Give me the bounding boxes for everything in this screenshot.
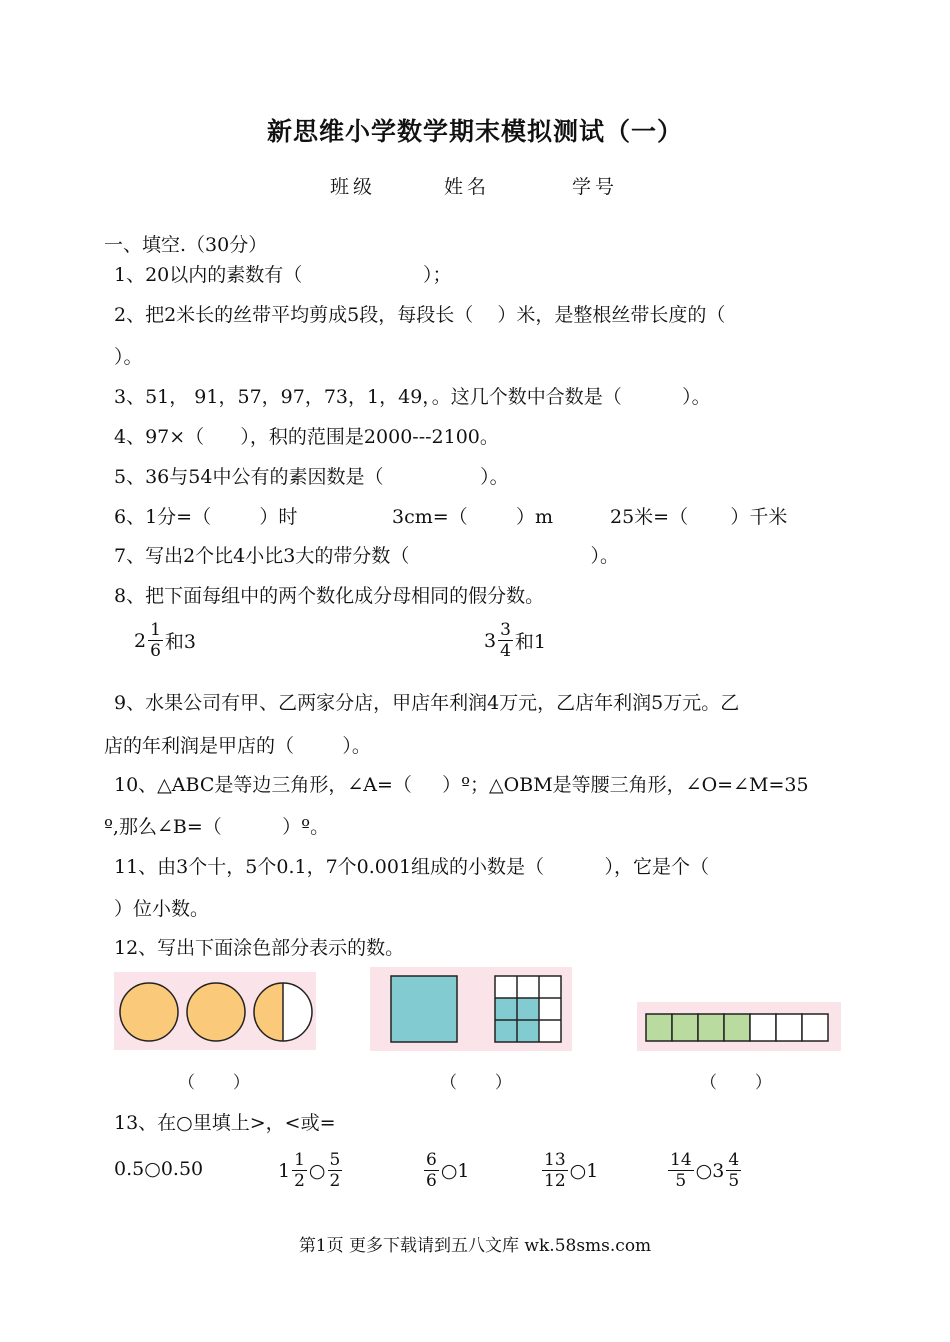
q8-item-2-fraction [498, 620, 513, 661]
compare-2-right-den: 2 [329, 1171, 341, 1191]
bar-svg [637, 1002, 841, 1051]
question-5: 5、36与54中公有的素因数是（ ）。 [114, 466, 509, 488]
class-label: 班级 [330, 176, 377, 198]
circles-svg [114, 972, 316, 1050]
shaded-half-circle [254, 983, 283, 1041]
compare-5-right-num: 4 [728, 1150, 740, 1170]
question-11-line2: ）位小数。 [114, 898, 210, 920]
answer-blank-2: （ ） [440, 1073, 512, 1093]
compare-3-right: 1 [457, 1159, 470, 1182]
compare-4-circle: ○ [569, 1159, 587, 1182]
question-9-line1: 9、水果公司有甲、乙两家分店，甲店年利润4万元，乙店年利润5万元。乙 [114, 692, 740, 714]
shaded-circle-2 [187, 983, 245, 1041]
compare-3-circle: ○ [440, 1159, 458, 1182]
question-4: 4、97×（ ），积的范围是2000---2100。 [114, 426, 499, 448]
answer-blank-1: （ ） [178, 1073, 250, 1093]
bar-cells [646, 1014, 828, 1041]
compare-5-circle: ○ [695, 1159, 713, 1182]
squares-svg [370, 967, 572, 1051]
q8-item-1-whole: 2 [134, 629, 147, 652]
compare-2-left-whole: 1 [278, 1159, 291, 1182]
q8-item-1-fraction [148, 620, 163, 661]
circles-figure [114, 972, 316, 1050]
squares-figure [370, 967, 572, 1051]
question-6b: 3cm=（ ）m [392, 506, 553, 528]
compare-5-left-fraction [668, 1150, 694, 1191]
question-1: 1、20以内的素数有（ ）； [114, 264, 452, 286]
name-label: 姓名 [444, 176, 491, 198]
compare-item-2 [278, 1150, 344, 1191]
compare-5-right-whole: 3 [712, 1159, 725, 1182]
number-label: 学号 [572, 176, 619, 198]
compare-4-left-fraction [542, 1150, 568, 1191]
section-heading: 一、填空.（30分） [104, 234, 268, 256]
shaded-square [391, 976, 457, 1042]
compare-5-right-den: 5 [728, 1171, 740, 1191]
compare-3-left-num: 6 [426, 1150, 437, 1170]
q8-item-1-num: 1 [150, 620, 161, 640]
compare-5-left-num: 14 [670, 1150, 692, 1170]
compare-3-left-den: 6 [426, 1171, 437, 1191]
compare-item-1 [114, 1158, 203, 1180]
question-2-line2: ）。 [114, 346, 143, 368]
question-6a: 6、1分=（ ）时 [114, 506, 298, 528]
compare-4-left-den: 12 [544, 1171, 566, 1191]
question-3: 3、51， 91，57，97，73，1，49，。这几个数中合数是（ ）。 [114, 386, 711, 408]
compare-1-left: 0.5 [114, 1158, 145, 1180]
compare-item-4 [540, 1150, 598, 1191]
question-12: 12、写出下面涂色部分表示的数。 [114, 937, 405, 959]
q8-item-1-den: 6 [150, 641, 161, 661]
question-7: 7、写出2个比4小比3大的带分数（ ）。 [114, 545, 620, 567]
question-13: 13、在○里填上>，<或= [114, 1112, 336, 1134]
question-8: 8、把下面每组中的两个数化成分母相同的假分数。 [114, 585, 545, 607]
q8-item-1-tail: 和3 [164, 631, 197, 653]
compare-2-circle: ○ [308, 1159, 326, 1182]
q8-item-2 [484, 620, 546, 661]
question-6c: 25米=（ ）千米 [610, 506, 788, 528]
compare-2-right-num: 5 [329, 1150, 341, 1170]
q8-item-2-whole: 3 [484, 629, 497, 652]
compare-2-left-num: 1 [294, 1150, 305, 1170]
compare-2-left-den: 2 [294, 1171, 305, 1191]
unshaded-half-circle [283, 983, 312, 1041]
compare-5-right-fraction [726, 1150, 741, 1191]
compare-1-right: 0.50 [160, 1158, 204, 1180]
unshaded-grid-row [495, 976, 561, 998]
compare-item-3 [422, 1150, 470, 1191]
compare-3-left-fraction [424, 1150, 439, 1191]
compare-2-right-fraction [328, 1150, 343, 1191]
q8-item-1 [134, 620, 196, 661]
shaded-circle-1 [120, 983, 178, 1041]
page-title: 新思维小学数学期末模拟测试（一） [266, 117, 683, 146]
compare-2-left-fraction [292, 1150, 307, 1191]
question-10-line2: º,那么∠B=（ ）º。 [104, 816, 330, 838]
question-10-line1: 10、△ABC是等边三角形，∠A=（ ）º；△OBM是等腰三角形，∠O=∠M=35 [114, 774, 809, 796]
question-2-line1: 2、把2米长的丝带平均剪成5段，每段长（ ）米，是整根丝带长度的（ [114, 304, 726, 326]
bar-figure [637, 1002, 841, 1051]
q8-item-2-num: 3 [500, 620, 511, 640]
compare-4-left-num: 13 [544, 1150, 566, 1170]
q8-item-2-tail: 和1 [514, 631, 547, 653]
compare-1-circle: ○ [144, 1158, 161, 1180]
compare-5-left-den: 5 [675, 1171, 687, 1191]
question-11-line1: 11、由3个十，5个0.1，7个0.001组成的小数是（ ），它是个（ [114, 856, 709, 878]
compare-4-right: 1 [586, 1159, 599, 1182]
compare-item-5 [666, 1150, 743, 1191]
q8-item-2-den: 4 [500, 641, 511, 661]
answer-blank-3: （ ） [700, 1073, 772, 1093]
question-9-line2: 店的年利润是甲店的（ ）。 [104, 735, 371, 757]
page-footer: 第1页 更多下载请到五八文库 wk.58sms.com [298, 1236, 652, 1256]
